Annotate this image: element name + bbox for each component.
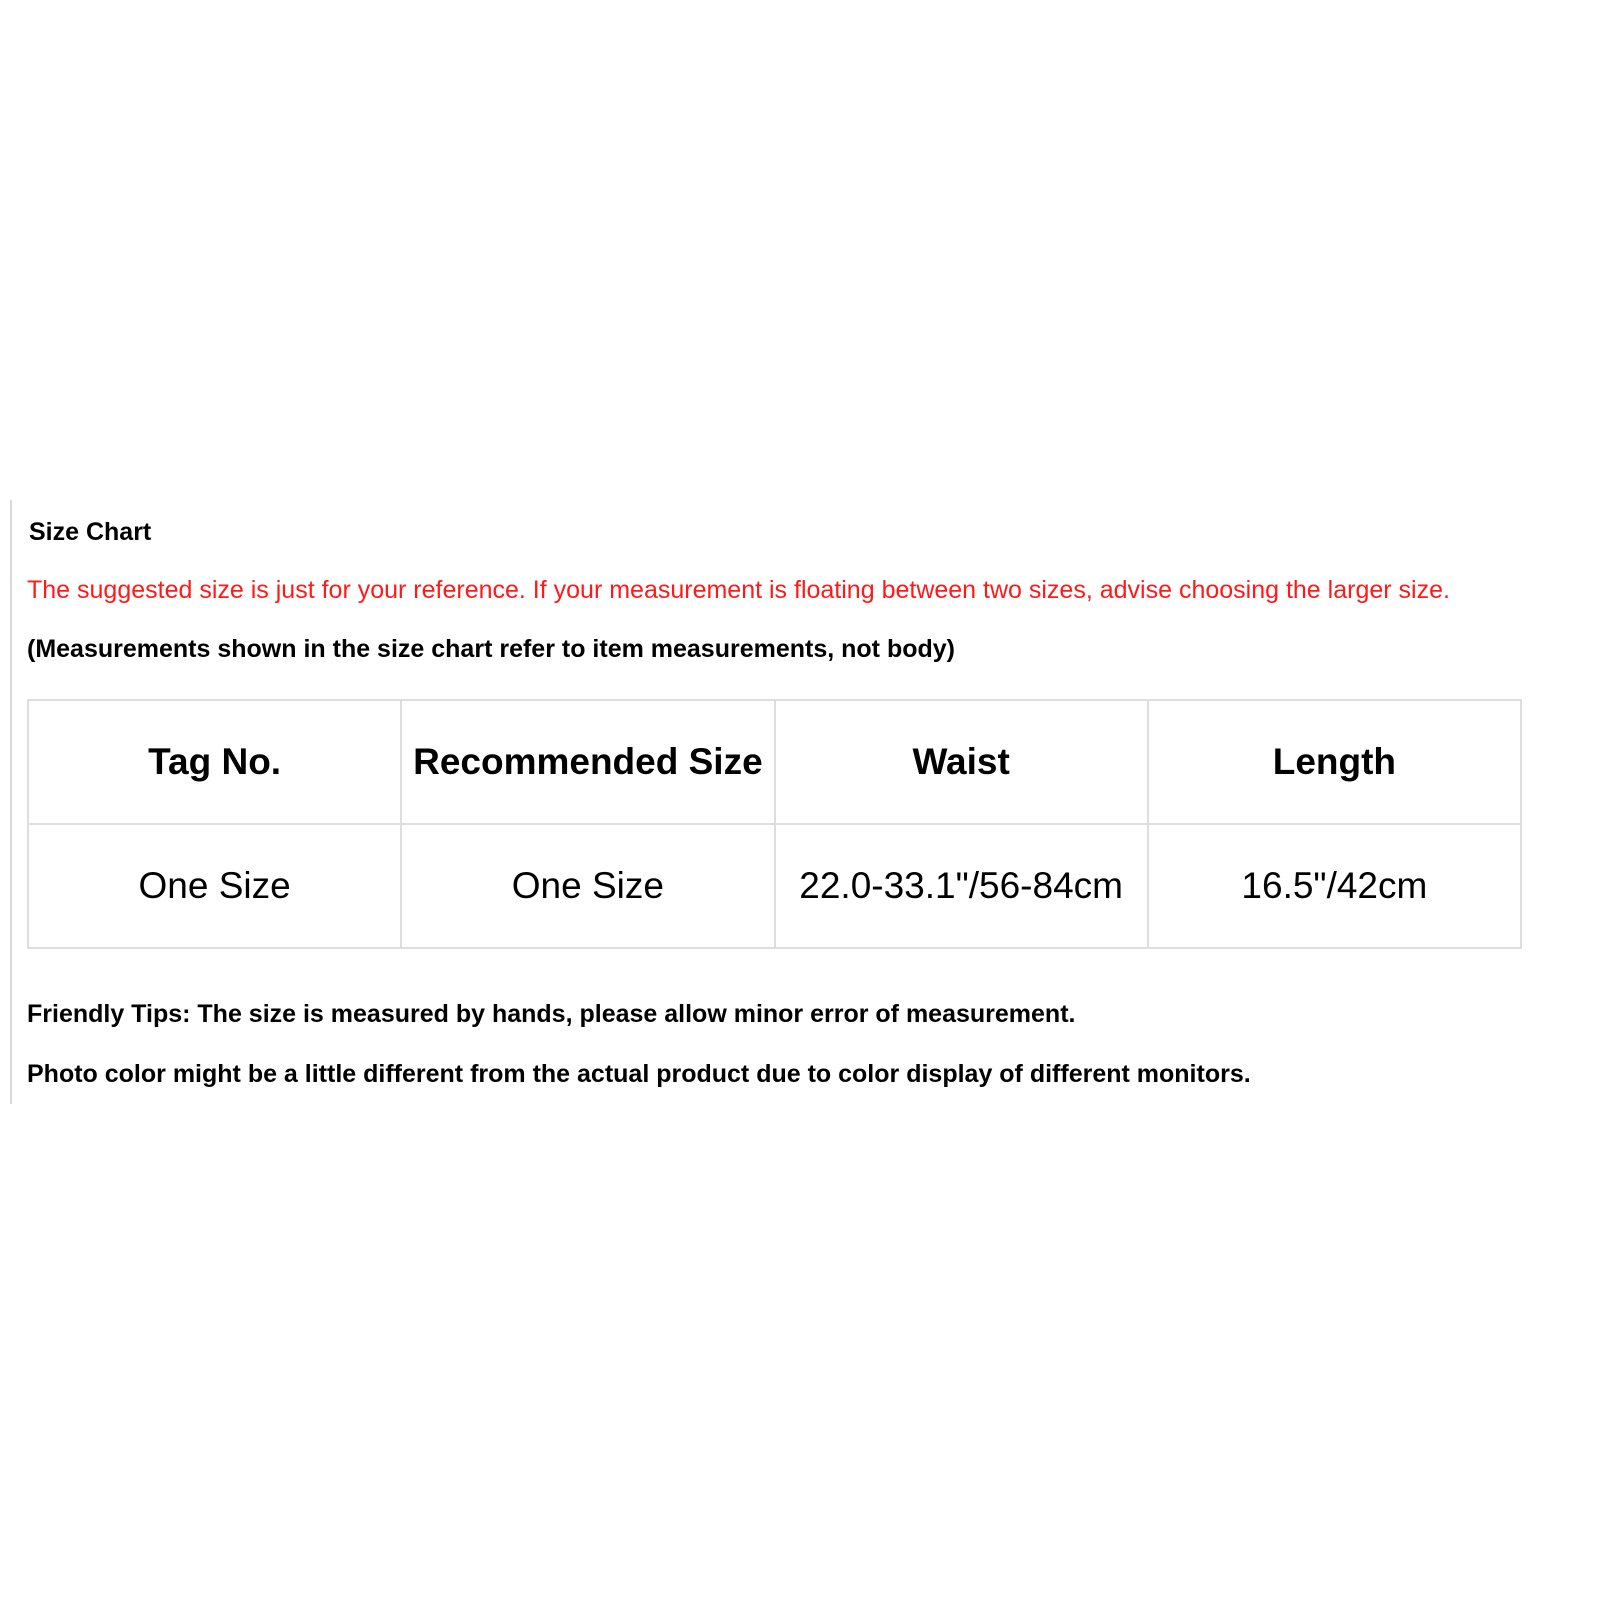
measurement-note: (Measurements shown in the size chart refer to item measurements, not body) (27, 635, 955, 663)
header-tag-no: Tag No. (28, 700, 401, 824)
header-length: Length (1148, 700, 1521, 824)
header-waist: Waist (775, 700, 1148, 824)
size-chart-panel (10, 500, 1590, 1104)
cell-recommended-size: One Size (401, 824, 774, 948)
table-header-row (28, 700, 1521, 824)
table-row (28, 824, 1521, 948)
size-reference-notice: The suggested size is just for your reference. If your measurement is floating between two sizes, advise choosing the larger size. (27, 576, 1450, 604)
cell-waist: 22.0-33.1"/56-84cm (775, 824, 1148, 948)
header-recommended-size: Recommended Size (401, 700, 774, 824)
cell-length: 16.5"/42cm (1148, 824, 1521, 948)
size-table (27, 699, 1522, 949)
friendly-tip: Friendly Tips: The size is measured by hands, please allow minor error of measurement. (27, 1000, 1076, 1028)
cell-tag-no: One Size (28, 824, 401, 948)
size-chart-title: Size Chart (29, 518, 152, 546)
color-disclaimer: Photo color might be a little different from the actual product due to color display of different monitors. (27, 1060, 1251, 1088)
